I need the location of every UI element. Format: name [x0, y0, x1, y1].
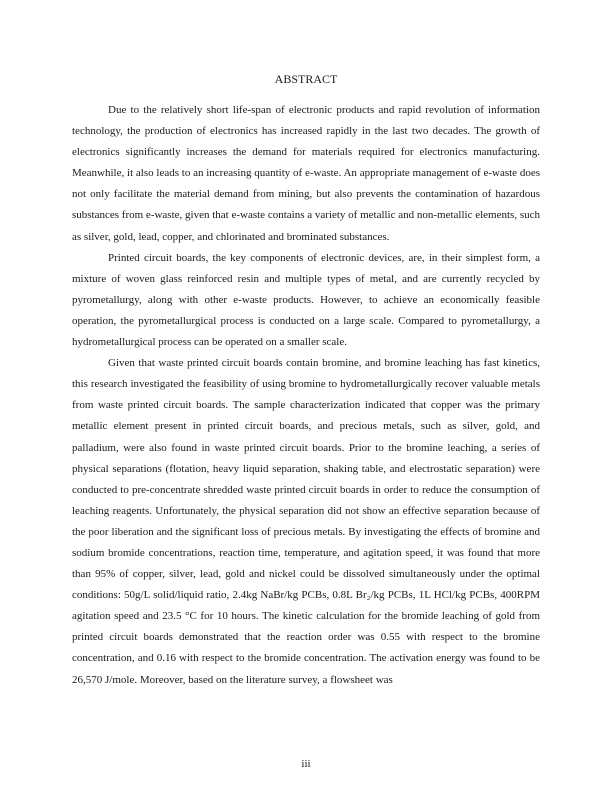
document-page — [72, 0, 540, 792]
abstract-heading: ABSTRACT — [274, 72, 338, 86]
paragraph-bromine-leaching-research: Given that waste printed circuit boards contain bromine, and bromine leaching has fast kinetics, this research investigated the feasibility of using bromine to hydrometallurgically recover valuable metals from waste printed circuit boards. The sample characterization indicated that copper was the primary metallic element present in printed circuit boards, and precious metals, such as silver, gold, and palladium, were also found in waste printed circuit boards. Prior to the bromine leaching, a series of physical separations (flotation, heavy liquid separation, shaking table, and electrostatic separation) were conducted to pre-concentrate shredded waste printed circuit boards in order to reduce the consumption of leaching reagents. Unfortunately, the physical separation did not show an effective separation because of the poor liberation and the significant loss of precious metals. By investigating the effects of bromine and sodium bromide concentrations, reaction time, temperature, and agitation speed, it was found that more than 95% of copper, silver, lead, gold and nickel could be dissolved simultaneously under the optimal conditions: 50g/L solid/liquid ratio, 2.4kg NaBr/kg PCBs, 0.8L Br₂/kg PCBs, 1L HCl/kg PCBs, 400RPM agitation speed and 23.5 °C for 10 hours. The kinetic calculation for the bromide leaching of gold from printed circuit boards demonstrated that the reaction order was 0.55 with respect to the bromine concentration, and 0.16 with respect to the bromide concentration. The activation energy was found to be 26,570 J/mole. Moreover, based on the literature survey, a flowsheet was — [72, 357, 540, 686]
paragraph-printed-circuit-boards: Printed circuit boards, the key components of electronic devices, are, in their simplest form, a mixture of woven glass reinforced resin and multiple types of metal, and are currently recycled by pyrometallurgy, along with other e-waste products. However, to achieve an economically feasible operation, the pyrometallurgical process is conducted on a large scale. Compared to pyrometallurgy, a hydrometallurgical process can be operated on a smaller scale. — [72, 251, 540, 349]
abstract-body — [72, 100, 540, 691]
page-number: iii — [301, 758, 311, 770]
paragraph-ewaste-background: Due to the relatively short life-span of electronic products and rapid revolution of information technology, the production of electronics has increased rapidly in the last two decades. The growth of electronics significantly increases the demand for materials required for electronics manufacturing. Meanwhile, it also leads to an increasing quantity of e-waste. An appropriate management of e-waste does not only facilitate the material demand from mining, but also prevents the contamination of hazardous substances from e-waste, given that e-waste contains a variety of metallic and non-metallic elements, such as silver, gold, lead, copper, and chlorinated and brominated substances. — [72, 104, 540, 243]
